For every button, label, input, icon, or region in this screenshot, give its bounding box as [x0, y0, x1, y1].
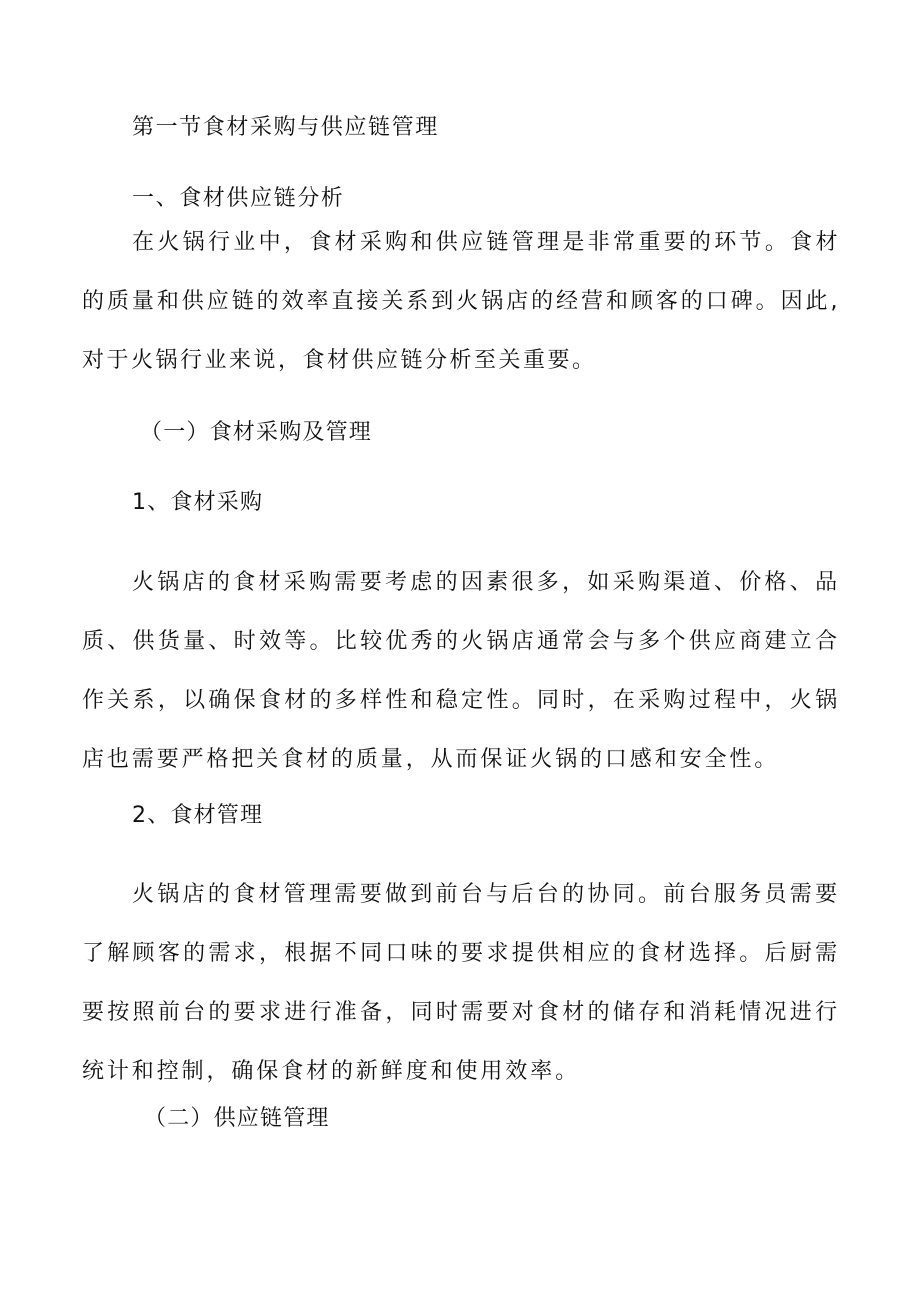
heading-food-management: 2、食材管理 [132, 803, 264, 828]
section-title: 第一节食材采购与供应链管理 [132, 115, 439, 140]
heading-food-purchase-management: （一）食材采购及管理 [140, 420, 373, 445]
heading-supply-chain-management: （二）供应链管理 [144, 1106, 330, 1131]
paragraph-intro: 在火锅行业中，食材采购和供应链管理是非常重要的环节。食材的质量和供应链的效率直接关系到火锅店的经营和顾客的口碑。因此,对于火锅行业来说，食材供应链分析至关重要。 [82, 230, 840, 373]
subsection-heading: 一、食材供应链分析 [132, 186, 345, 211]
paragraph-food-management: 火锅店的食材管理需要做到前台与后台的协同。前台服务员需要了解顾客的需求，根据不同口味的要求提供相应的食材选择。后厨需要按照前台的要求进行准备，同时需要对食材的储存和消耗情况进行统计和控制，确保食材的新鲜度和使用效率。 [82, 882, 840, 1084]
paragraph-food-purchase: 火锅店的食材采购需要考虑的因素很多，如采购渠道、价格、品质、供货量、时效等。比较优秀的火锅店通常会与多个供应商建立合作关系，以确保食材的多样性和稳定性。同时，在采购过程中，火锅店也需要严格把关食材的质量，从而保证火锅的口感和安全性。 [82, 570, 840, 772]
heading-food-purchase: 1、食材采购 [132, 490, 264, 515]
